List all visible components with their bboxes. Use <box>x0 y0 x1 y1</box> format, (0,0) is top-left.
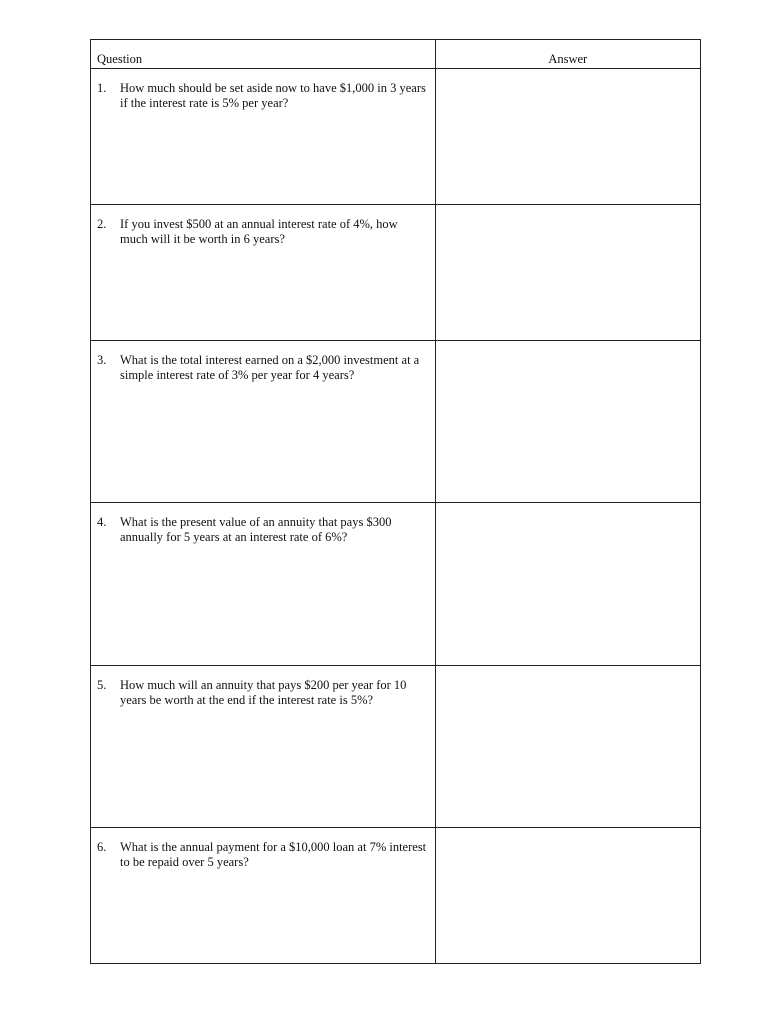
question-text: How much should be set aside now to have $1,000 in 3 years if the interest rate is 5% per year? <box>120 81 426 110</box>
question-number: 6. <box>97 840 107 854</box>
question-column-header: Question <box>91 40 436 69</box>
question-text: What is the total interest earned on a $2,000 investment at a simple interest rate of 3% per year for 4 years? <box>120 353 420 382</box>
question-cell <box>91 205 436 341</box>
table-row <box>91 503 701 666</box>
question-text: How much will an annuity that pays $200 per year for 10 years be worth at the end if the interest rate is 5%? <box>120 678 407 707</box>
table-row <box>91 666 701 828</box>
answer-cell[interactable] <box>435 666 700 828</box>
question-number: 2. <box>97 217 107 231</box>
table-row <box>91 341 701 503</box>
table-row <box>91 205 701 341</box>
question-number: 5. <box>97 678 107 692</box>
table-header-row <box>91 40 701 69</box>
question-cell <box>91 666 436 828</box>
answer-cell[interactable] <box>435 341 700 503</box>
question-number: 3. <box>97 353 107 367</box>
question-cell <box>91 341 436 503</box>
answer-column-header: Answer <box>435 40 700 69</box>
question-answer-table <box>90 39 701 964</box>
answer-cell[interactable] <box>435 828 700 964</box>
answer-cell[interactable] <box>435 205 700 341</box>
question-number: 1. <box>97 81 107 95</box>
answer-cell[interactable] <box>435 69 700 205</box>
question-number: 4. <box>97 515 107 529</box>
question-cell <box>91 828 436 964</box>
answer-cell[interactable] <box>435 503 700 666</box>
question-cell <box>91 503 436 666</box>
question-text: What is the annual payment for a $10,000 loan at 7% interest to be repaid over 5 years? <box>120 840 427 869</box>
question-text: If you invest $500 at an annual interest rate of 4%, how much will it be worth in 6 years? <box>120 217 398 246</box>
table-row <box>91 69 701 205</box>
question-text: What is the present value of an annuity that pays $300 annually for 5 years at an interest rate of 6%? <box>120 515 392 544</box>
table-row <box>91 828 701 964</box>
question-cell <box>91 69 436 205</box>
